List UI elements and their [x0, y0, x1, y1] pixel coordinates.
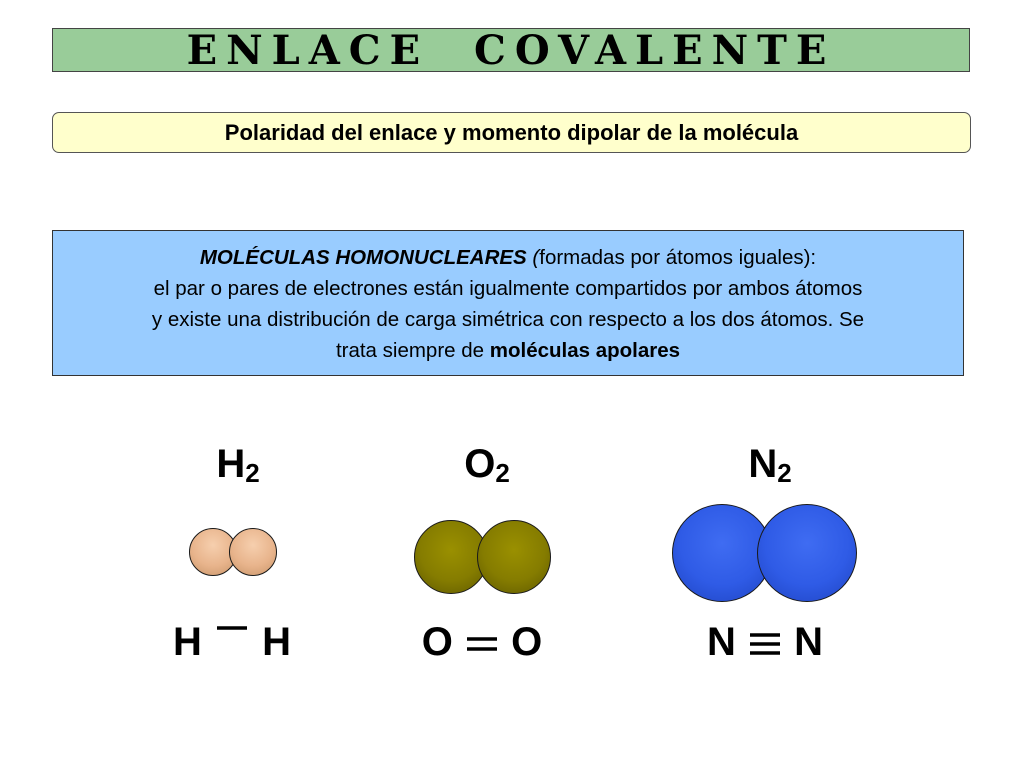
formula-h2-element: H: [216, 442, 246, 486]
info-term-paren: (: [526, 246, 540, 269]
formula-o2-subscript: 2: [495, 458, 510, 488]
h-atom-right: [229, 528, 277, 576]
info-line-4: [59, 335, 957, 366]
info-term: MOLÉCULAS HOMONUCLEARES: [199, 246, 527, 269]
info-line-3: y existe una distribución de carga simétrica con respecto a los dos átomos. Se: [151, 308, 865, 331]
bond-o2-left-atom: O: [421, 620, 453, 664]
slide-title: ENLACE COVALENTE: [186, 26, 836, 74]
formula-h2: [158, 440, 318, 497]
formula-n2-element: N: [748, 442, 778, 486]
single-bond-icon: [214, 618, 250, 658]
formula-o2: [407, 440, 567, 497]
info-line-2: el par o pares de electrones están igualmente compartidos por ambos átomos: [153, 277, 863, 300]
bond-h2-right-atom: H: [262, 620, 292, 664]
double-bond-icon: [465, 632, 499, 656]
info-line-4-bold: moléculas apolares: [489, 339, 681, 362]
bond-formula-o2: [382, 618, 582, 666]
bond-n2-left-atom: N: [706, 620, 736, 664]
bond-n2-right-atom: N: [794, 620, 824, 664]
title-banner: [52, 28, 970, 72]
bond-o2-right-atom: O: [511, 620, 543, 664]
bond-formula-h2: [132, 618, 332, 666]
info-line-4-prefix: trata siempre de: [335, 339, 490, 362]
bond-formula-n2: [665, 618, 865, 666]
info-box: [52, 230, 964, 376]
triple-bond-icon: [748, 630, 782, 658]
formula-o2-element: O: [464, 442, 496, 486]
formula-h2-subscript: 2: [245, 458, 260, 488]
info-line-1: [59, 242, 957, 273]
bond-h2-left-atom: H: [172, 620, 202, 664]
info-term-paren-rest: formadas por átomos iguales):: [539, 246, 817, 269]
subtitle-box: [52, 112, 971, 153]
o-atom-right: [477, 520, 551, 594]
formula-n2: [690, 440, 850, 497]
n-atom-right: [757, 504, 857, 602]
slide-subtitle: Polaridad del enlace y momento dipolar de la molécula: [224, 119, 799, 145]
formula-n2-subscript: 2: [777, 458, 792, 488]
